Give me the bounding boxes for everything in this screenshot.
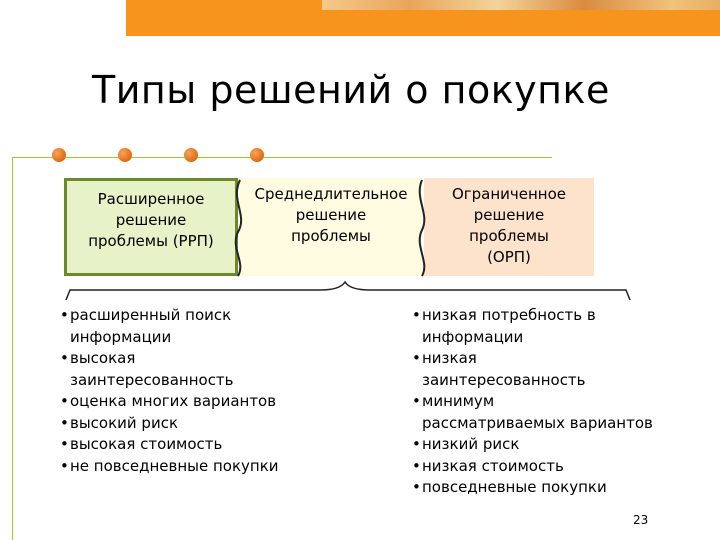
grouping-brace	[66, 282, 630, 300]
list-item: • оценка многих вариантов	[60, 391, 360, 413]
list-item: • высокий риск	[60, 413, 360, 435]
list-item: • расширенный поиск информации	[60, 305, 360, 348]
box-separator-left	[236, 180, 241, 276]
limited-decision-traits	[412, 305, 712, 499]
list-item: • высокая заинтересованность	[60, 348, 360, 391]
extended-decision-traits	[60, 305, 360, 477]
limited-decision-box: Ограниченное решение проблемы (ОРП)	[424, 178, 594, 276]
list-item: • не повседневные покупки	[60, 456, 360, 478]
list-item: • минимум рассматриваемых вариантов	[412, 391, 712, 434]
list-item: • повседневные покупки	[412, 477, 712, 499]
box-separator-right	[420, 180, 425, 276]
list-item: • низкий риск	[412, 434, 712, 456]
list-item: • низкая стоимость	[412, 456, 712, 478]
list-item: • низкая потребность в информации	[412, 305, 712, 348]
slide-title: Типы решений о покупке	[92, 68, 610, 112]
extended-decision-box: Расширенное решение проблемы (РРП)	[64, 178, 238, 276]
list-item: • низкая заинтересованность	[412, 348, 712, 391]
medium-decision-box: Среднедлительное решение проблемы	[240, 178, 422, 276]
page-number: 23	[633, 513, 649, 527]
list-item: • высокая стоимость	[60, 434, 360, 456]
